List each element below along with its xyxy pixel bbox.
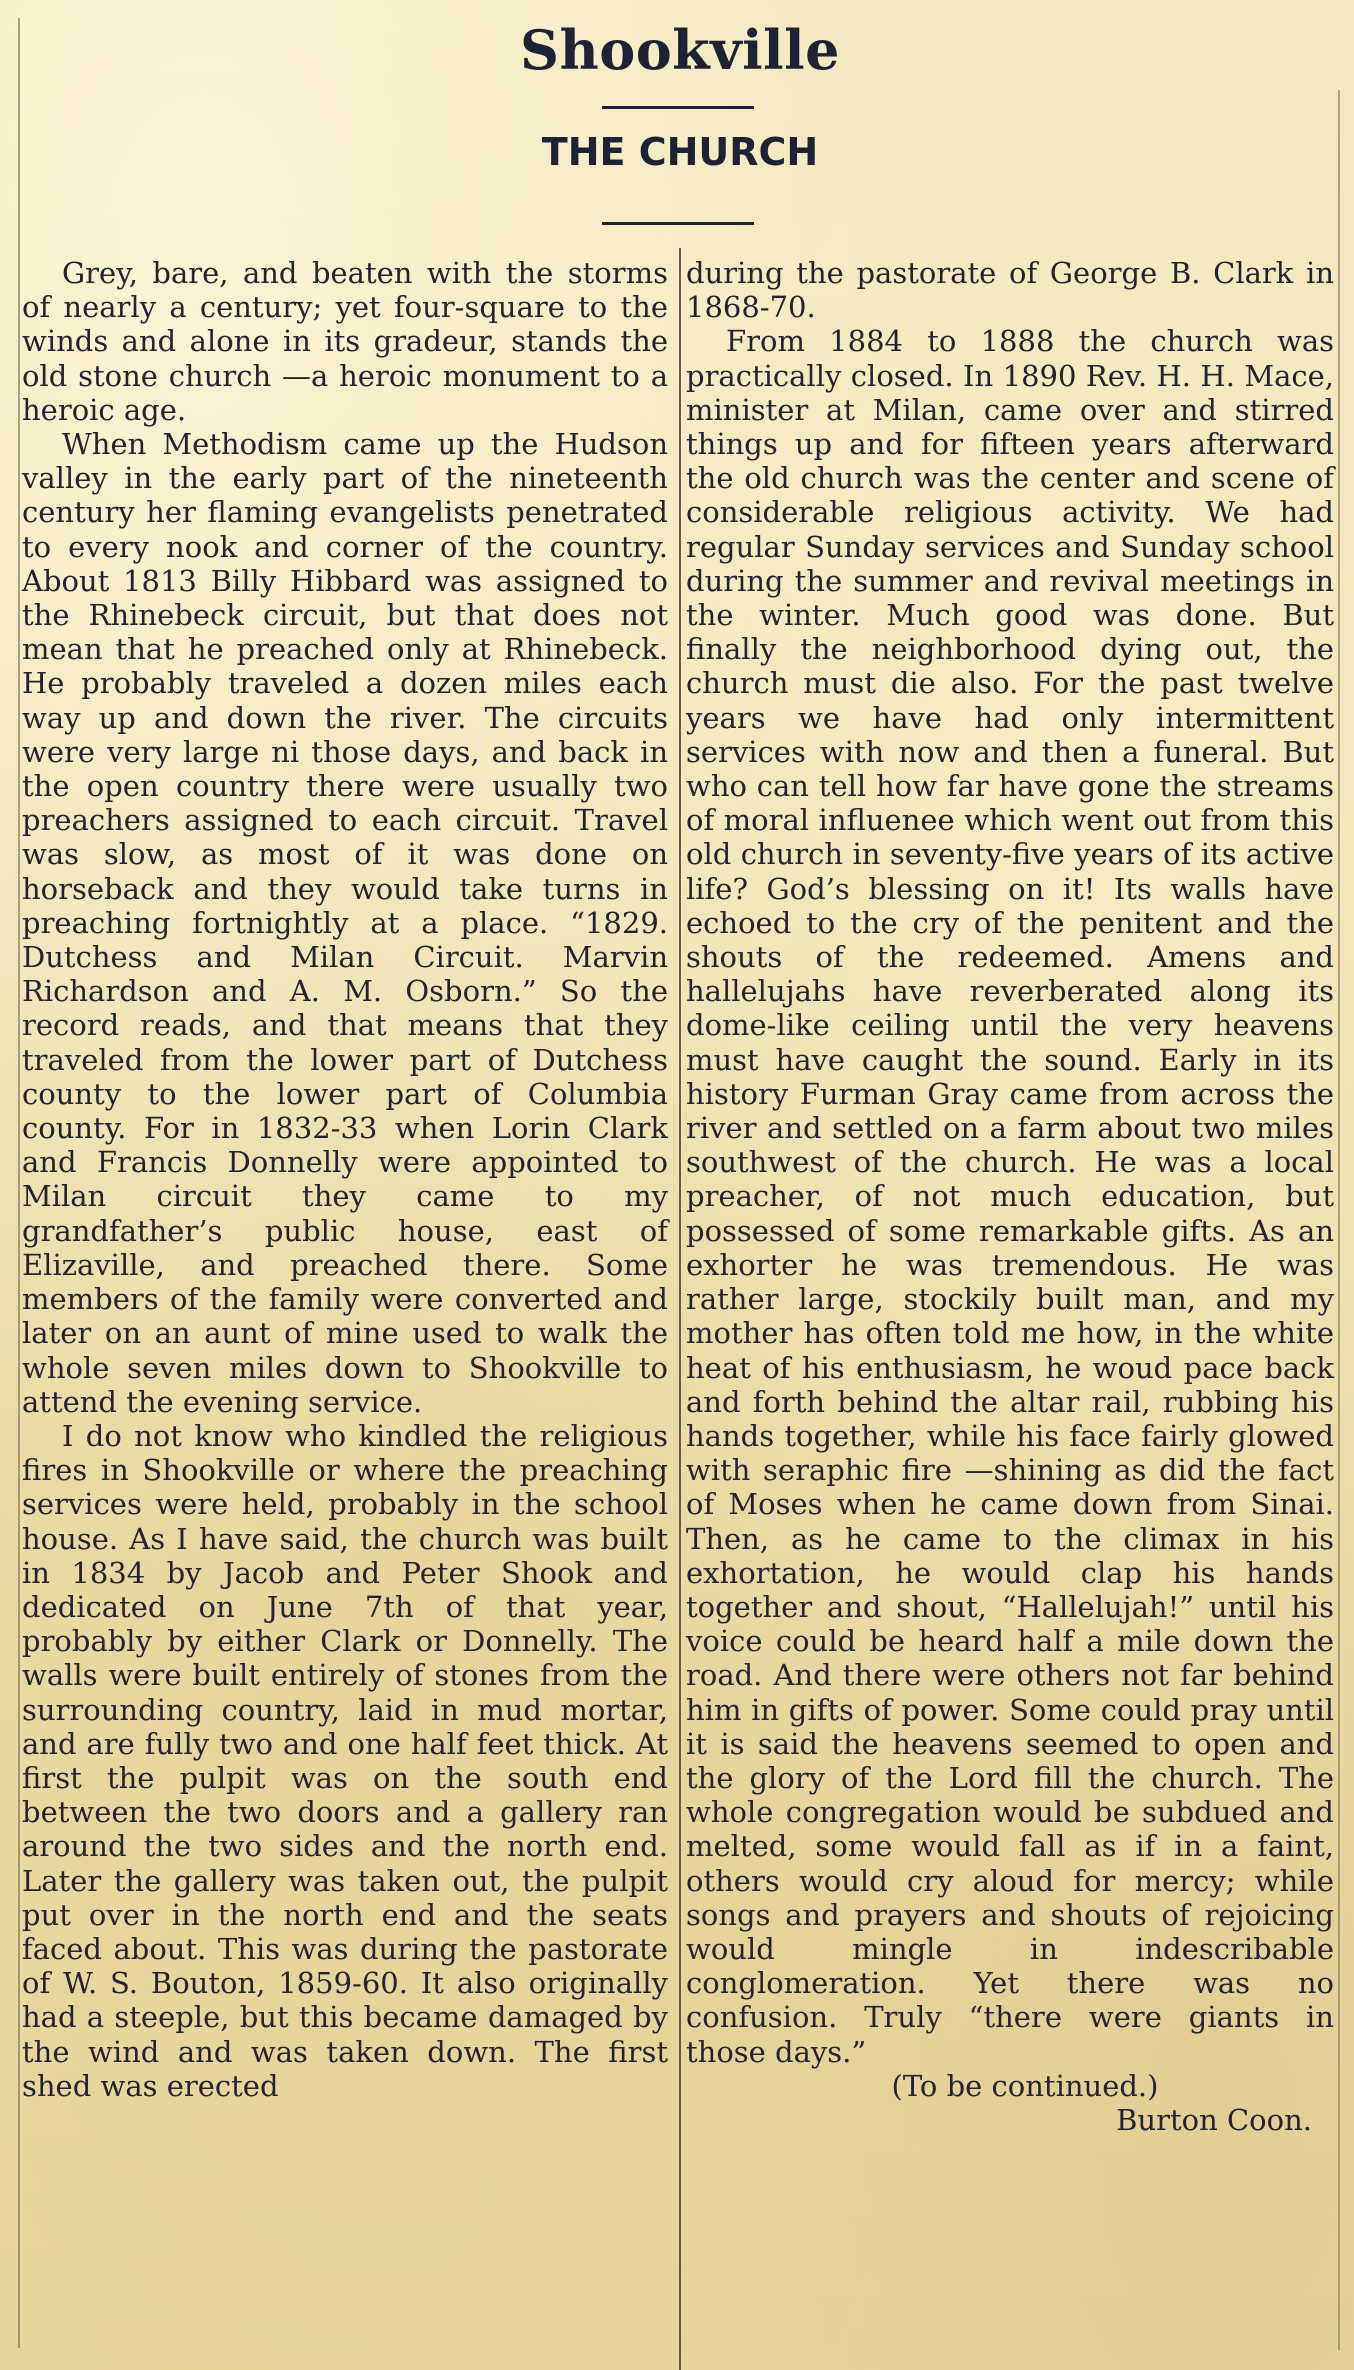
clipping-left-edge	[18, 18, 20, 2348]
paragraph-continuation: during the pastorate of George B. Clark in 1868-70.	[686, 256, 1334, 325]
right-column	[686, 256, 1334, 2137]
masthead: Shookville	[520, 18, 840, 82]
column-divider	[679, 248, 681, 2370]
clipping-right-edge	[1338, 90, 1340, 2350]
author-byline: Burton Coon.	[1116, 2102, 1312, 2137]
paragraph-building: I do not know who kindled the religious fires in Shookville or where the preaching services were held, probably in the school house. As I have said, the church was built in 1834 by Jacob and Peter Shook and dedicated on June 7th of that year, probably by either Clark or Donnelly. The walls were built entirely of stones from the surrounding country, laid in mud mortar, and are fully two and one half feet thick. At first the pulpit was on the south end between the two doors and a gallery ran around the two sides and the north end. Later the gallery was taken out, the pulpit put over in the north end and the seats faced about. This was during the pastorate of W. S. Bouton, 1859-60. It also originally had a steeple, but this became damaged by the wind and was taken down. The first shed was erected	[22, 1418, 668, 2103]
headline: THE CHURCH	[541, 130, 819, 174]
continued-note: (To be continued.)	[891, 2068, 1159, 2103]
paragraph-intro: Grey, bare, and beaten with the storms of nearly a century; yet four-square to the winds and alone in its gradeur, stands the old stone church —a heroic monument to a heroic age.	[22, 256, 668, 427]
left-column	[22, 256, 668, 2103]
headline-rule-top	[602, 106, 754, 109]
paragraph-methodism: When Methodism came up the Hudson valley in the early part of the nineteenth century her flaming evangelists penetrated to every nook and corner of the country. About 1813 Billy Hibbard was assigned to the Rhinebeck circuit, but that does not mean that he preached only at Rhinebeck. He probably traveled a dozen miles each way up and down the river. The circuits were very large ni those days, and back in the open country there were usually two preachers assigned to each circuit. Travel was slow, as most of it was done on horseback and they would take turns in preaching fortnightly at a place. “1829. Dutchess and Milan Circuit. Marvin Richardson and A. M. Osborn.” So the record reads, and that means that they traveled from the lower part of Dutchess county to the lower part of Columbia county. For in 1832-33 when Lorin Clark and Francis Donnelly were appointed to Milan circuit they came to my grandfather’s public house, east of Elizaville, and preached there. Some members of the family were converted and later on an aunt of mine used to walk the whole seven miles down to Shookville to attend the evening service.	[22, 427, 668, 1419]
paragraph-revival: From 1884 to 1888 the church was practically closed. In 1890 Rev. H. H. Mace, minister at Milan, came over and stirred things up and for fifteen years afterward the old church was the center and scene of considerable religious activity. We had regular Sunday services and Sunday school during the summer and revival meetings in the winter. Much good was done. But finally the neighborhood dying out, the church must die also. For the past twelve years we have had only intermittent services with now and then a funeral. But who can tell how far have gone the streams of moral influenee which went out from this old church in seventy-five years of its active life? God’s blessing on it! Its walls have echoed to the cry of the penitent and the shouts of the redeemed. Amens and hallelujahs have reverberated along its dome-like ceiling until the very heavens must have caught the sound. Early in its history Furman Gray came from across the river and settled on a farm about two miles southwest of the church. He was a local preacher, of not much education, but possessed of some remarkable gifts. As an exhorter he was tremendous. He was rather large, stockily built man, and my mother has often told me how, in the white heat of his enthusiasm, he woud pace back and forth behind the altar rail, rubbing his hands together, while his face fairly glowed with seraphic fire —shining as did the fact of Moses when he came down from Sinai. Then, as he came to the climax in his exhortation, he would clap his hands together and shout, “Hallelujah!” until his voice could be heard half a mile down the road. And there were others not far behind him in gifts of power. Some could pray until it is said the heavens seemed to open and the glory of the Lord fill the church. The whole congregation would be subdued and melted, some would fall as if in a faint, others would cry aloud for mercy; while songs and prayers and shouts of rejoicing would mingle in indescribable conglomeration. Yet there was no confusion. Truly “there were giants in those days.”	[686, 324, 1334, 2069]
headline-rule-bottom	[602, 222, 754, 225]
